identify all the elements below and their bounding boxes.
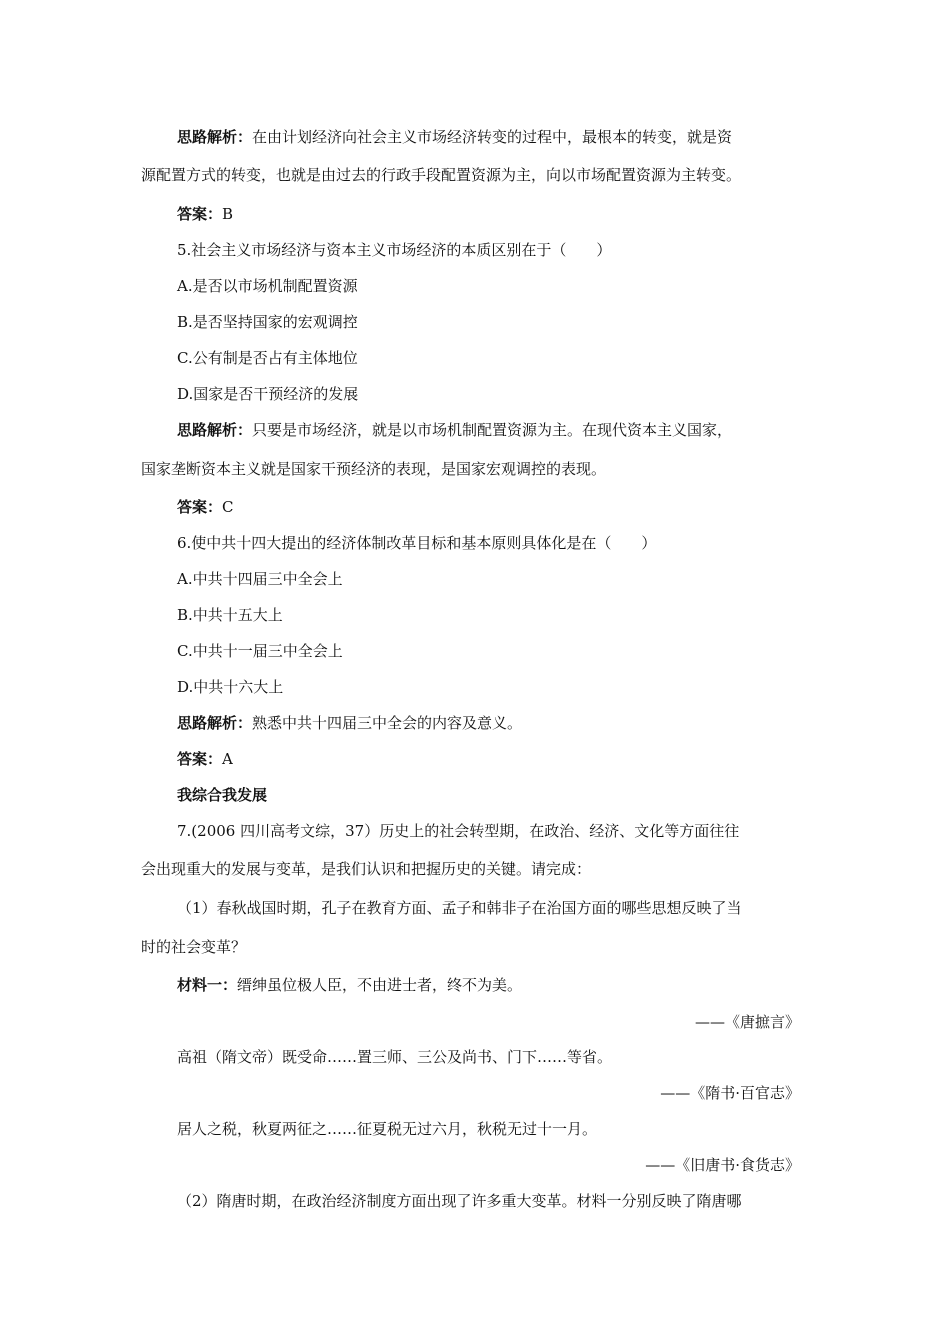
answer-label: 答案： <box>177 750 223 768</box>
answer-value: B <box>222 205 234 223</box>
question-5-option-b: B.是否坚持国家的宏观调控 <box>177 313 358 331</box>
question-6-option-c: C.中共十一届三中全会上 <box>177 642 343 660</box>
analysis-text: 熟悉中共十四届三中全会的内容及意义。 <box>252 714 523 732</box>
question-5: 5.社会主义市场经济与资本主义市场经济的本质区别在于（ ） <box>177 241 612 259</box>
material-1 <box>177 975 522 995</box>
question-7-part-1-line-2: 时的社会变革？ <box>141 938 247 956</box>
question-7-part-1-line-1: （1）春秋战国时期，孔子在教育方面、孟子和韩非子在治国方面的哪些思想反映了当 <box>177 899 742 917</box>
question-7-line-2: 会出现重大的发展与变革，是我们认识和把握历史的关键。请完成： <box>141 860 592 878</box>
answer-label: 答案： <box>177 498 223 516</box>
material-3-source: ——《旧唐书·食货志》 <box>645 1156 800 1174</box>
analysis-6 <box>177 713 522 733</box>
answer-value: A <box>222 750 233 768</box>
question-5-option-c: C.公有制是否占有主体地位 <box>177 349 358 367</box>
analysis-label: 思路解析： <box>177 421 253 439</box>
analysis-label: 思路解析： <box>177 128 253 146</box>
analysis-4-line-1 <box>177 127 732 147</box>
analysis-5-line-2: 国家垄断资本主义就是国家干预经济的表现，是国家宏观调控的表现。 <box>141 460 607 478</box>
question-5-option-d: D.国家是否干预经济的发展 <box>177 385 359 403</box>
analysis-label: 思路解析： <box>177 714 253 732</box>
material-label: 材料一： <box>177 976 238 994</box>
question-6-option-d: D.中共十六大上 <box>177 678 284 696</box>
section-heading: 我综合我发展 <box>177 786 268 804</box>
answer-5 <box>177 497 234 517</box>
material-1-source: ——《唐摭言》 <box>694 1013 800 1031</box>
question-7-part-2-line-1: （2）隋唐时期，在政治经济制度方面出现了许多重大变革。材料一分别反映了隋唐哪 <box>177 1192 742 1210</box>
analysis-text: 在由计划经济向社会主义市场经济转变的过程中，最根本的转变，就是资 <box>252 128 733 146</box>
analysis-text: 只要是市场经济，就是以市场机制配置资源为主。在现代资本主义国家， <box>252 421 733 439</box>
question-6: 6.使中共十四大提出的经济体制改革目标和基本原则具体化是在（ ） <box>177 534 657 552</box>
question-7-line-1: 7.(2006 四川高考文综，37）历史上的社会转型期，在政治、经济、文化等方面往往 <box>177 822 740 840</box>
question-6-option-b: B.中共十五大上 <box>177 606 283 624</box>
answer-6 <box>177 749 233 769</box>
analysis-4-line-2: 源配置方式的转变，也就是由过去的行政手段配置资源为主，向以市场配置资源为主转变。 <box>141 166 742 184</box>
answer-4 <box>177 204 233 224</box>
question-6-option-a: A.中共十四届三中全会上 <box>177 570 343 588</box>
answer-label: 答案： <box>177 205 223 223</box>
material-2: 高祖（隋文帝）既受命……置三师、三公及尚书、门下……等省。 <box>177 1048 613 1066</box>
material-text: 缙绅虽位极人臣，不由进士者，终不为美。 <box>237 976 523 994</box>
material-2-source: ——《隋书·百官志》 <box>660 1084 800 1102</box>
material-3: 居人之税，秋夏两征之……征夏税无过六月，秋税无过十一月。 <box>177 1120 598 1138</box>
analysis-5-line-1 <box>177 420 732 440</box>
answer-value: C <box>222 498 234 516</box>
question-5-option-a: A.是否以市场机制配置资源 <box>177 277 358 295</box>
